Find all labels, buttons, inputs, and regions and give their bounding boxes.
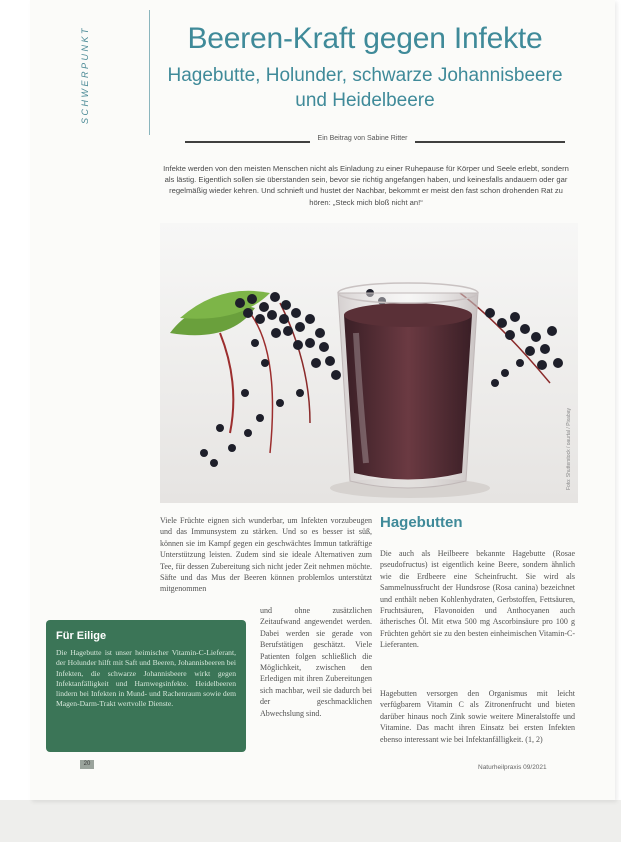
page-number: 20 bbox=[80, 760, 94, 769]
article-intro: Infekte werden von den meisten Menschen nicht als Einladung zu einer Ruhepause für Körper und Seele erlebt, sondern als lästig. Eigentlich sollen sie überstanden sein, bevor sie richtig angefangen haben, und keinesfalls andauern oder gar regelmäßig wieder kehren. Und schnieft und hustet der Nachbar, bekommt er meist den fast schon drohenden Rat zu hören: „Steck mich bloß nicht an!“ bbox=[163, 164, 569, 207]
article-subtitle: Hagebutte, Holunder, schwarze Johannisbeere und Heidelbeere bbox=[167, 65, 563, 111]
byline: Ein Beitrag von Sabine Ritter bbox=[317, 135, 408, 142]
column-one-narrow-text: und ohne zusätzlichen Zeitaufwand angewendet werden. Dabei werden sie gerade von Berufstätigen geschätzt. Viele Patienten folgen schließlich die Möglichkeit, zwischen den Erledigen mit ihren Zubereitungen sich machbar, weil sie dadurch bei der geschmacklichen Abwechslung sind. bbox=[260, 606, 372, 718]
article-title: Beeren-Kraft gegen Infekte bbox=[187, 22, 543, 55]
footer-brand: Naturheilpraxis 09/2021 bbox=[478, 764, 547, 771]
byline-rule-left bbox=[185, 141, 310, 143]
photo-illustration bbox=[160, 223, 578, 503]
section-heading-hagebutten: Hagebutten bbox=[380, 514, 463, 531]
column-one-text: Viele Früchte eignen sich wunderbar, um Infekten vorzubeugen und das Immunsystem zu stärken. Und so es besser ist süß, können sie im Kampf gegen ein geschwächtes Immun tatkräftige Unterstützung leisten. Zudem sind sie ideale Alternativen zum Tee, für dessen Zubereitung sich nicht jeder Zeit nehmen möchte. Säfte und das Mus der Beeren können problemlos unterstützt mitgenommen bbox=[160, 516, 372, 594]
section-divider bbox=[149, 10, 150, 135]
summary-box-text: Die Hagebutte ist unser heimischer Vitamin-C-Lieferant, der Holunder hilft mit Saft und Beeren, Johannisbeeren bei Infekten, die schwarze Johannisbeere wirkt gegen Infektanfälligkeit und Harnwegsinfekte. Heidelbeeren lindern bei Infekten in Mund- und Rachenraum sowie dem Magen-Darm-Trakt wertvolle Dienste. bbox=[56, 648, 236, 709]
juice-and-berries-photo bbox=[160, 223, 578, 503]
column-two-second-paragraph: Hagebutten versorgen den Organismus mit leicht verfügbarem Vitamin C als Zitronenfrucht und bieten darüber hinaus noch Zink sowie weitere Mineralstoffe und Vitamine. Das macht ihren Einsatz bei ersten Infekten ebenso interessant wie bei Infektanfälligkeit. (1, 2) bbox=[380, 689, 575, 744]
section-label: SCHWERPUNKT bbox=[80, 25, 90, 124]
background-below-page bbox=[0, 800, 621, 842]
column-two-text: Die auch als Heilbeere bekannte Hagebutte (Rosae pseudofructus) ist eigentlich keine Beere, sondern ähnlich wie die Erdbeere eine Scheinfrucht. Sie wird als Sammelnussfrucht der Hundsrose (Rosa canina) bezeichnet und enthält neben Kohlenhydraten, Gerbstoffen, Fettsäuren, Fruchtsäuren, Flavonoiden und Anthocyanen auch ätherisches Öl. Mit etwa 500 mg Ascorbinsäure pro 100 g Früchten gehört sie zu den besten einheimischen Vitamin-C-Lieferanten. bbox=[380, 549, 575, 650]
summary-box bbox=[46, 620, 246, 752]
byline-rule-right bbox=[415, 141, 565, 143]
photo-credit: Foto: Shutterstock / oaurtal / Pixabay bbox=[566, 408, 572, 490]
summary-box-title: Für Eilige bbox=[56, 630, 107, 642]
